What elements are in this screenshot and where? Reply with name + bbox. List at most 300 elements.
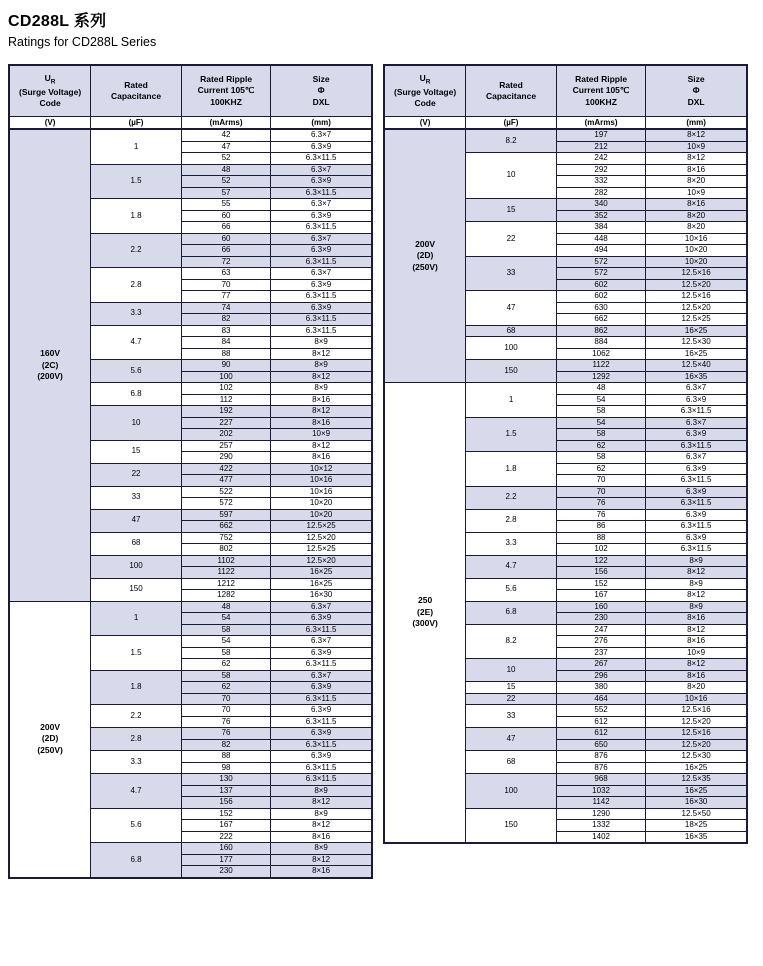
size-cell: 12.5×30 [646,751,747,763]
ripple-current-cell: 1332 [556,820,645,832]
ripple-current-cell: 237 [556,647,645,659]
ripple-current-cell: 384 [556,222,645,234]
ripple-current-cell: 1122 [181,567,270,579]
table-body-right [384,129,747,843]
ripple-current-cell: 82 [181,314,270,326]
size-cell: 8×12 [646,129,747,141]
capacitance-cell: 6.8 [91,843,182,878]
size-cell: 16×35 [646,371,747,383]
size-cell: 12.5×20 [646,279,747,291]
capacitance-cell: 15 [91,440,182,463]
capacitance-cell: 68 [91,532,182,555]
ripple-current-cell: 62 [556,463,645,475]
size-cell: 6.3×7 [271,199,372,211]
ripple-current-cell: 230 [181,866,270,878]
size-cell: 6.3×7 [271,129,372,141]
capacitance-cell: 3.3 [91,302,182,325]
ripple-current-cell: 1122 [556,360,645,372]
ripple-current-cell: 156 [181,797,270,809]
voltage-code-cell: 200V (2D) (250V) [9,601,91,878]
ripple-current-cell: 86 [556,521,645,533]
ripple-current-cell: 752 [181,532,270,544]
ripple-current-cell: 522 [181,486,270,498]
size-cell: 8×12 [271,371,372,383]
ripple-current-cell: 662 [181,521,270,533]
ripple-current-cell: 63 [181,268,270,280]
ripple-current-cell: 47 [181,141,270,153]
size-cell: 10×9 [646,187,747,199]
ripple-current-cell: 242 [556,153,645,165]
size-cell: 12.5×16 [646,705,747,717]
size-cell: 6.3×9 [271,682,372,694]
size-cell: 10×9 [271,429,372,441]
capacitance-cell: 2.8 [91,268,182,303]
size-cell: 8×12 [271,820,372,832]
ripple-current-cell: 76 [556,509,645,521]
ripple-current-cell: 98 [181,762,270,774]
size-cell: 6.3×7 [646,383,747,395]
capacitance-cell: 100 [91,555,182,578]
ripple-current-cell: 602 [556,291,645,303]
ripple-current-cell: 60 [181,210,270,222]
capacitance-cell: 1 [91,129,182,164]
ripple-current-cell: 62 [556,440,645,452]
size-cell: 8×16 [271,417,372,429]
ripple-current-cell: 54 [181,613,270,625]
capacitance-cell: 100 [466,774,557,809]
page-subtitle: Ratings for CD288L Series [8,35,157,49]
capacitance-cell: 15 [466,199,557,222]
size-cell: 6.3×9 [271,210,372,222]
capacitance-cell: 8.2 [466,129,557,153]
size-cell: 12.5×50 [646,808,747,820]
size-cell: 6.3×11.5 [271,762,372,774]
ripple-current-cell: 572 [556,268,645,280]
size-cell: 6.3×7 [271,601,372,613]
size-cell: 6.3×11.5 [271,153,372,165]
size-cell: 8×12 [271,854,372,866]
size-cell: 12.5×16 [646,728,747,740]
header-rated-ripple-current: Rated Ripple Current 105℃ 100KHZ [181,65,270,117]
ripple-current-cell: 448 [556,233,645,245]
size-cell: 12.5×16 [646,291,747,303]
ripple-current-cell: 292 [556,164,645,176]
ripple-current-cell: 222 [181,831,270,843]
voltage-code-cell: 200V (2D) (250V) [384,129,466,383]
ripple-current-cell: 160 [556,601,645,613]
ripple-current-cell: 1282 [181,590,270,602]
size-cell: 6.3×9 [271,176,372,188]
size-cell: 12.5×25 [271,521,372,533]
ripple-current-cell: 76 [181,728,270,740]
size-cell: 12.5×20 [646,716,747,728]
ripple-current-cell: 1062 [556,348,645,360]
capacitance-cell: 68 [466,325,557,337]
ripple-current-cell: 152 [181,808,270,820]
ripple-current-cell: 177 [181,854,270,866]
size-cell: 8×16 [271,452,372,464]
ripple-current-cell: 1402 [556,831,645,843]
size-cell: 8×12 [646,567,747,579]
ripple-current-cell: 122 [556,555,645,567]
ripple-current-cell: 876 [556,762,645,774]
capacitance-cell: 47 [466,728,557,751]
ripple-current-cell: 77 [181,291,270,303]
units-microfarads: (µF) [91,117,182,130]
size-cell: 8×16 [271,394,372,406]
ripple-current-cell: 48 [556,383,645,395]
header-rated-capacitance: Rated Capacitance [466,65,557,117]
capacitance-cell: 2.8 [91,728,182,751]
ripple-current-cell: 62 [181,682,270,694]
size-cell: 12.5×25 [646,314,747,326]
size-cell: 8×12 [271,348,372,360]
ripple-current-cell: 88 [181,348,270,360]
size-cell: 8×20 [646,222,747,234]
ripple-current-cell: 257 [181,440,270,452]
size-cell: 6.3×9 [646,394,747,406]
capacitance-cell: 33 [466,705,557,728]
ripple-current-cell: 48 [181,601,270,613]
ripple-current-cell: 54 [556,417,645,429]
size-cell: 12.5×20 [646,302,747,314]
size-cell: 6.3×9 [271,302,372,314]
size-cell: 16×35 [646,831,747,843]
ripple-current-cell: 54 [556,394,645,406]
size-cell: 6.3×7 [271,636,372,648]
capacitance-cell: 150 [466,360,557,383]
ripple-current-cell: 74 [181,302,270,314]
capacitance-cell: 10 [466,153,557,199]
capacitance-cell: 1.5 [91,636,182,671]
size-cell: 12.5×20 [271,555,372,567]
ripple-current-cell: 70 [181,705,270,717]
size-cell: 8×9 [646,578,747,590]
size-cell: 8×12 [646,624,747,636]
ripple-current-cell: 884 [556,337,645,349]
size-cell: 8×9 [646,555,747,567]
size-cell: 16×25 [646,325,747,337]
ripple-current-cell: 70 [181,693,270,705]
size-cell: 6.3×9 [271,279,372,291]
capacitance-cell: 2.2 [91,705,182,728]
capacitance-cell: 47 [91,509,182,532]
size-cell: 6.3×9 [271,728,372,740]
ripple-current-cell: 380 [556,682,645,694]
ripple-current-cell: 1142 [556,797,645,809]
units-volts: (V) [9,117,91,130]
size-cell: 6.3×7 [271,268,372,280]
ripple-current-cell: 422 [181,463,270,475]
size-cell: 8×12 [271,797,372,809]
size-cell: 10×16 [646,693,747,705]
size-cell: 10×9 [646,141,747,153]
ripple-current-cell: 76 [181,716,270,728]
size-cell: 6.3×11.5 [646,521,747,533]
ripple-current-cell: 58 [556,429,645,441]
ripple-current-cell: 42 [181,129,270,141]
size-cell: 8×12 [646,590,747,602]
ripple-current-cell: 1032 [556,785,645,797]
size-cell: 6.3×11.5 [271,659,372,671]
size-cell: 6.3×11.5 [646,440,747,452]
size-cell: 8×9 [271,360,372,372]
capacitance-cell: 1.8 [91,199,182,234]
capacitance-cell: 22 [91,463,182,486]
size-cell: 8×9 [271,808,372,820]
header-rated-ripple-current: Rated Ripple Current 105℃ 100KHZ [556,65,645,117]
ripple-current-cell: 197 [556,129,645,141]
ripple-current-cell: 102 [556,544,645,556]
units-mm: (mm) [271,117,372,130]
size-cell: 6.3×9 [271,705,372,717]
ripple-current-cell: 48 [181,164,270,176]
size-cell: 6.3×7 [271,233,372,245]
size-cell: 6.3×9 [646,509,747,521]
ripple-current-cell: 70 [556,475,645,487]
header-rated-capacitance: Rated Capacitance [91,65,182,117]
ripple-current-cell: 227 [181,417,270,429]
size-cell: 16×25 [271,567,372,579]
ripple-current-cell: 968 [556,774,645,786]
size-cell: 6.3×7 [271,164,372,176]
ripple-current-cell: 70 [556,486,645,498]
header-size: Size Φ DXL [646,65,747,117]
size-cell: 8×9 [271,383,372,395]
size-cell: 6.3×7 [646,452,747,464]
header-size: Size Φ DXL [271,65,372,117]
size-cell: 6.3×7 [271,670,372,682]
size-cell: 6.3×9 [646,532,747,544]
capacitance-cell: 10 [466,659,557,682]
size-cell: 6.3×11.5 [271,716,372,728]
ripple-current-cell: 137 [181,785,270,797]
size-cell: 8×20 [646,176,747,188]
capacitance-cell: 5.6 [91,360,182,383]
table-row [384,129,747,141]
ripple-current-cell: 52 [181,176,270,188]
size-cell: 6.3×9 [646,463,747,475]
size-cell: 6.3×7 [646,417,747,429]
capacitance-cell: 150 [466,808,557,843]
ripple-current-cell: 52 [181,153,270,165]
units-marms: (mArms) [181,117,270,130]
ripple-current-cell: 1102 [181,555,270,567]
size-cell: 6.3×9 [646,486,747,498]
ripple-current-cell: 612 [556,716,645,728]
capacitance-cell: 6.8 [466,601,557,624]
size-cell: 6.3×11.5 [271,325,372,337]
ripple-current-cell: 167 [181,820,270,832]
ripple-current-cell: 152 [556,578,645,590]
capacitance-cell: 3.3 [91,751,182,774]
size-cell: 6.3×11.5 [271,314,372,326]
capacitance-cell: 47 [466,291,557,326]
table-row [9,601,372,613]
capacitance-cell: 10 [91,406,182,441]
size-cell: 6.3×11.5 [271,693,372,705]
size-cell: 8×12 [271,406,372,418]
size-cell: 8×16 [646,199,747,211]
capacitance-cell: 4.7 [91,774,182,809]
size-cell: 6.3×11.5 [271,256,372,268]
page-title: CD288L 系列 [8,13,107,30]
ripple-current-cell: 57 [181,187,270,199]
ripple-current-cell: 332 [556,176,645,188]
size-cell: 10×20 [646,256,747,268]
size-cell: 16×25 [271,578,372,590]
size-cell: 16×25 [646,348,747,360]
capacitance-cell: 5.6 [91,808,182,843]
capacitance-cell: 2.2 [91,233,182,268]
size-cell: 18×25 [646,820,747,832]
ripple-current-cell: 267 [556,659,645,671]
size-cell: 12.5×20 [646,739,747,751]
ripple-current-cell: 876 [556,751,645,763]
size-cell: 12.5×20 [271,532,372,544]
capacitance-cell: 33 [91,486,182,509]
units-mm: (mm) [646,117,747,130]
ripple-current-cell: 58 [556,406,645,418]
ripple-current-cell: 62 [181,659,270,671]
capacitance-cell: 4.7 [466,555,557,578]
ripple-current-cell: 662 [556,314,645,326]
size-cell: 6.3×9 [271,751,372,763]
size-cell: 10×16 [271,475,372,487]
capacitance-cell: 4.7 [91,325,182,360]
capacitance-cell: 5.6 [466,578,557,601]
header-surge-voltage-code: $U_R$ (Surge Voltage) Code [9,65,91,117]
size-cell: 10×16 [646,233,747,245]
ripple-current-cell: 82 [181,739,270,751]
capacitance-cell: 22 [466,693,557,705]
ripple-current-cell: 650 [556,739,645,751]
capacitance-cell: 33 [466,256,557,291]
size-cell: 6.3×11.5 [646,475,747,487]
size-cell: 6.3×11.5 [271,624,372,636]
ripple-current-cell: 156 [556,567,645,579]
units-marms: (mArms) [556,117,645,130]
ripple-current-cell: 70 [181,279,270,291]
size-cell: 12.5×35 [646,774,747,786]
size-cell: 8×12 [646,659,747,671]
size-cell: 8×16 [646,670,747,682]
ratings-tables-container [8,64,755,879]
ripple-current-cell: 597 [181,509,270,521]
size-cell: 6.3×9 [271,613,372,625]
ripple-current-cell: 88 [181,751,270,763]
ripple-current-cell: 802 [181,544,270,556]
ripple-current-cell: 167 [556,590,645,602]
size-cell: 8×16 [646,613,747,625]
ripple-current-cell: 100 [181,371,270,383]
ripple-current-cell: 88 [556,532,645,544]
ripple-current-cell: 102 [181,383,270,395]
size-cell: 8×12 [271,440,372,452]
size-cell: 8×16 [646,164,747,176]
ripple-current-cell: 54 [181,636,270,648]
ripple-current-cell: 60 [181,233,270,245]
size-cell: 10×16 [271,486,372,498]
size-cell: 16×30 [646,797,747,809]
table-row [9,129,372,141]
ripple-current-cell: 630 [556,302,645,314]
ripple-current-cell: 494 [556,245,645,257]
size-cell: 6.3×11.5 [646,406,747,418]
units-microfarads: (µF) [466,117,557,130]
ripple-current-cell: 112 [181,394,270,406]
ripple-current-cell: 58 [181,624,270,636]
ripple-current-cell: 160 [181,843,270,855]
ripple-current-cell: 612 [556,728,645,740]
ripple-current-cell: 66 [181,245,270,257]
size-cell: 6.3×11.5 [271,222,372,234]
size-cell: 10×20 [271,509,372,521]
ripple-current-cell: 340 [556,199,645,211]
ripple-current-cell: 202 [181,429,270,441]
ripple-current-cell: 572 [181,498,270,510]
size-cell: 8×20 [646,682,747,694]
ratings-table-left [8,64,373,879]
ripple-current-cell: 76 [556,498,645,510]
size-cell: 10×20 [646,245,747,257]
voltage-code-cell: 160V (2C) (200V) [9,129,91,601]
header-surge-voltage-code: $U_R$ (Surge Voltage) Code [384,65,466,117]
capacitance-cell: 1.8 [466,452,557,487]
size-cell: 6.3×11.5 [271,291,372,303]
ripple-current-cell: 1292 [556,371,645,383]
size-cell: 8×9 [646,601,747,613]
ripple-current-cell: 282 [556,187,645,199]
voltage-code-cell: 250 (2E) (300V) [384,383,466,844]
ripple-current-cell: 1212 [181,578,270,590]
size-cell: 8×16 [271,831,372,843]
ripple-current-cell: 90 [181,360,270,372]
size-cell: 8×9 [271,337,372,349]
ripple-current-cell: 572 [556,256,645,268]
size-cell: 16×30 [271,590,372,602]
size-cell: 6.3×9 [271,647,372,659]
ripple-current-cell: 552 [556,705,645,717]
ripple-current-cell: 83 [181,325,270,337]
ripple-current-cell: 58 [181,670,270,682]
ripple-current-cell: 55 [181,199,270,211]
capacitance-cell: 15 [466,682,557,694]
table-body-left [9,129,372,878]
size-cell: 10×9 [646,647,747,659]
size-cell: 8×16 [646,636,747,648]
ripple-current-cell: 602 [556,279,645,291]
ripple-current-cell: 296 [556,670,645,682]
size-cell: 8×16 [271,866,372,878]
ripple-current-cell: 352 [556,210,645,222]
ripple-current-cell: 290 [181,452,270,464]
size-cell: 6.3×11.5 [271,739,372,751]
size-cell: 8×12 [646,153,747,165]
table-row [384,383,747,395]
capacitance-cell: 1.5 [466,417,557,452]
ripple-current-cell: 72 [181,256,270,268]
size-cell: 12.5×16 [646,268,747,280]
ripple-current-cell: 192 [181,406,270,418]
ripple-current-cell: 58 [181,647,270,659]
capacitance-cell: 68 [466,751,557,774]
capacitance-cell: 1 [91,601,182,636]
size-cell: 6.3×9 [646,429,747,441]
capacitance-cell: 2.2 [466,486,557,509]
capacitance-cell: 2.8 [466,509,557,532]
size-cell: 6.3×9 [271,141,372,153]
